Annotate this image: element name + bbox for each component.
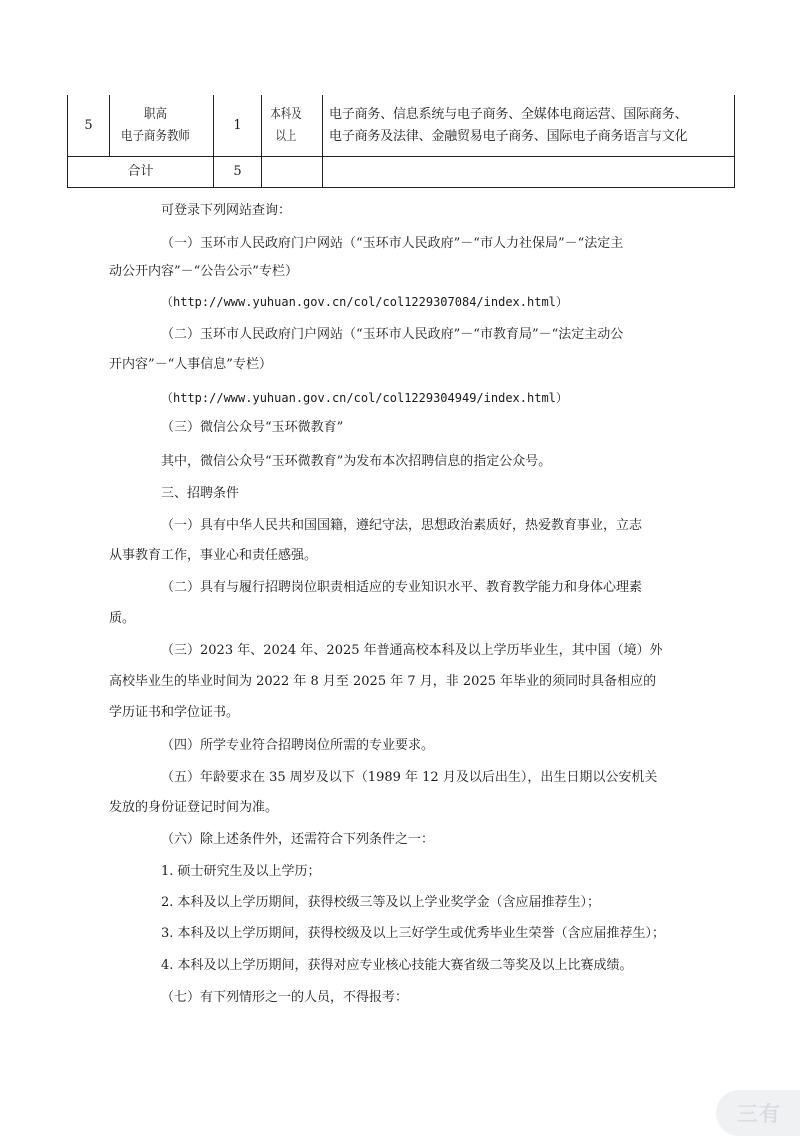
condition-2-line-1: （二）具有与履行招聘岗位职责相适应的专业知识水平、教育教学能力和身体心理素 (161, 580, 643, 595)
table-total-row (68, 157, 735, 188)
majors-line-2: 电子商务及法律、金融贸易电子商务、国际电子商务语言与文化 (329, 128, 688, 144)
condition-3-line-1: （三）2023 年、2024 年、2025 年普通高校本科及以上学历毕业生，其中国（境）外 (161, 643, 663, 658)
website-two-line-2: 开内容”－“人事信息”专栏） (109, 357, 272, 372)
section-heading-conditions: 三、招聘条件 (161, 486, 240, 501)
education-cell (262, 95, 323, 157)
query-intro: 可登录下列网站查询： (161, 203, 292, 218)
total-label-cell: 合计 (68, 157, 214, 188)
condition-6-item-2: 2. 本科及以上学历期间，获得校级三等及以上学业奖学金（含应届推荐生）； (161, 895, 601, 910)
total-empty-cell (262, 157, 323, 188)
education-line-2: 以上 (275, 128, 297, 144)
table-row (68, 95, 735, 157)
website-one-url[interactable]: （http://www.yuhuan.gov.cn/col/col1229307084/index.html） (161, 295, 568, 309)
wechat-note: 其中，微信公众号“玉环微教育”为发布本次招聘信息的指定公众号。 (161, 454, 552, 469)
position-cell (110, 95, 214, 157)
majors-line-1: 电子商务、信息系统与电子商务、全媒体电商运营、国际商务、 (329, 106, 688, 122)
education-line-1: 本科及 (270, 106, 302, 122)
condition-5-line-2: 发放的身份证登记时间为准。 (109, 800, 279, 815)
condition-6: （六）除上述条件外，还需符合下列条件之一： (161, 832, 435, 847)
watermark-logo: 三有 (716, 1090, 800, 1136)
condition-6-item-3: 3. 本科及以上学历期间，获得校级及以上三好学生或优秀毕业生荣誉（含应届推荐生）； (161, 926, 666, 941)
row-number-cell: 5 (68, 95, 110, 157)
condition-6-item-4: 4. 本科及以上学历期间，获得对应专业核心技能大赛省级二等奖及以上比赛成绩。 (161, 958, 633, 973)
total-count-cell: 5 (214, 157, 262, 188)
condition-1-line-1: （一）具有中华人民共和国国籍，遵纪守法，思想政治素质好，热爱教育事业，立志 (161, 518, 643, 533)
wechat-account: （三）微信公众号“玉环微教育” (161, 420, 344, 435)
website-one-line-2: 动公开内容”－“公告公示”专栏） (109, 264, 298, 279)
recruitment-table (67, 95, 735, 188)
headcount-cell: 1 (214, 95, 262, 157)
condition-3-line-3: 学历证书和学位证书。 (109, 705, 240, 720)
total-empty-cell (323, 157, 735, 188)
website-two-url[interactable]: （http://www.yuhuan.gov.cn/col/col1229304949/index.html） (161, 391, 568, 405)
position-line-1: 职高 (143, 106, 167, 122)
website-two-line-1: （二）玉环市人民政府门户网站（“玉环市人民政府”－“市教育局”－“法定主动公 (161, 327, 624, 342)
condition-4: （四）所学专业符合招聘岗位所需的专业要求。 (161, 738, 435, 753)
majors-cell (323, 95, 735, 157)
condition-3-line-2: 高校毕业生的毕业时间为 2022 年 8 月至 2025 年 7 月，非 2025 年毕业的须同时具备相应的 (109, 674, 657, 689)
condition-2-line-2: 质。 (109, 611, 136, 626)
condition-6-item-1: 1. 硕士研究生及以上学历； (161, 864, 321, 879)
position-line-2: 电子商务教师 (121, 128, 190, 144)
condition-7: （七）有下列情形之一的人员，不得报考： (161, 990, 409, 1005)
condition-5-line-1: （五）年龄要求在 35 周岁及以下（1989 年 12 月及以后出生），出生日期以公安机关 (161, 770, 658, 785)
condition-1-line-2: 从事教育工作，事业心和责任感强。 (109, 548, 318, 563)
website-one-line-1: （一）玉环市人民政府门户网站（“玉环市人民政府”－“市人力社保局”－“法定主 (161, 236, 624, 251)
